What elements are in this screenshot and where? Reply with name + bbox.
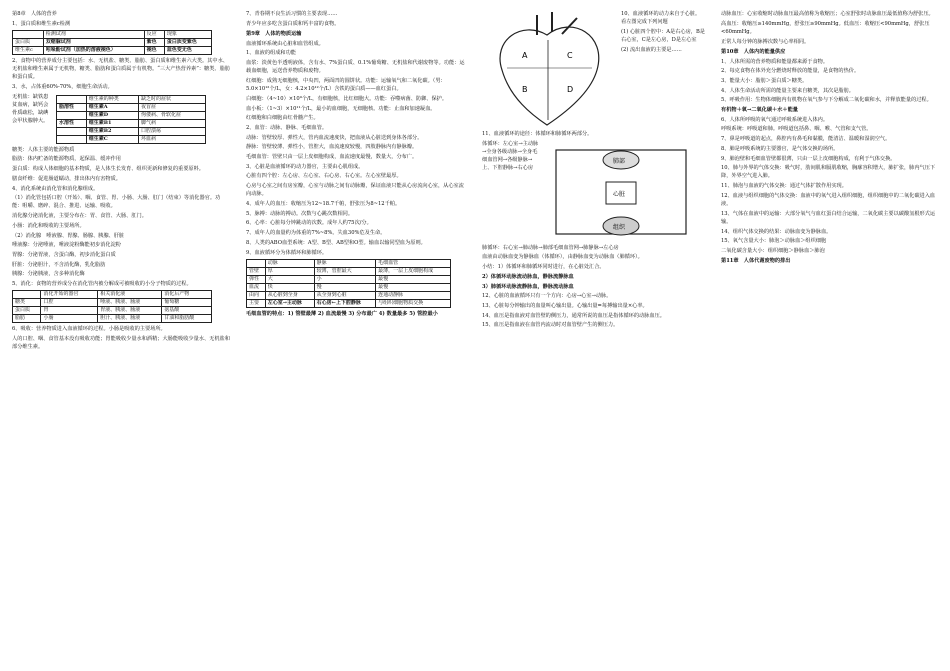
paragraph: 胃腺：分泌胃液，含蛋白酶，初步消化蛋白质 (12, 251, 116, 258)
paragraph: 6、吸收：营养物质进入血液循环的过程。小肠是吸收的主要场所。 (12, 326, 166, 333)
paragraph: 3、能量大小：脂肪＞蛋白质＞糖类。 (721, 77, 808, 84)
paragraph: 呼吸系统：呼吸道和肺。呼吸道包括鼻、咽、喉、气管和支气管。 (721, 126, 872, 133)
paragraph: 正常人每分钟的脉搏次数与心率相同。 (721, 38, 810, 45)
paragraph: 5、呼吸作用：生物体细胞内有机物在氧气参与下分解成二氧化碳和水，并释放能量的过程。 (721, 97, 932, 104)
heart-outline (500, 27, 599, 125)
paragraph: 11、血液循环的途径：体循环和肺循环两部分。 (482, 131, 593, 137)
paragraph: 12、心脏的血液循环只有一个方向：心房→心室→动脉。 (482, 293, 612, 300)
paragraph: 14、血压是指血液对血管壁的侧压力，通常所说的血压是指体循环的动脉血压。 (482, 312, 665, 319)
paragraph: 1、蛋白质和维生素c检测 (12, 20, 71, 27)
paragraph: 1、血液的组成和功能 (246, 50, 296, 57)
paragraph: 13、气体在血液中的运输：大部分氧气与血红蛋白结合运输，二氧化碳主要以碳酸氢根形式运输。 (721, 210, 936, 225)
paragraph: 脂肪：体内贮备的能源物质，起保温、缓冲作用 (12, 156, 121, 163)
paragraph: 毛细血管的特点：1) 管壁最薄 2) 血流最慢 3) 分布最广 4) 数量最多 5) 管腔最小 (246, 310, 438, 317)
paragraph: 高血压：收缩压≥140mmHg，舒张压≥90mmHg。低血压：收缩压<90mmHg，舒张压<60mmHg。 (721, 20, 930, 35)
vessel-table: 动脉 静脉 毛细血管 管壁 厚 较薄，管腔最大 最薄，一层上皮细胞构成 弹性 大 小 最慢 血流 快 慢 最慢 由向 从心脏到全身 从全身到心脏 连通动静脉 主要 左心室→主动脉 右心房←上下腔静脉 与组织细胞物质交换 (246, 259, 451, 308)
paragraph: 7、青春期不良生活习惯的主要表现…… (246, 11, 338, 17)
paragraph: 2）体循环动脉流动脉血，静脉流静脉血 (482, 273, 574, 280)
paragraph: 青少年应多吃含蛋白质和钙丰富的食物。 (246, 20, 340, 27)
paragraph: 5、消化：食物的营养成分在消化管内被分解成可被吸收的小分子物质的过程。 (12, 281, 192, 288)
circulation-diagram (546, 142, 696, 242)
paragraph: (2) 流出血液的主要是…… (621, 46, 682, 53)
paragraph: 1、人体所需的营养物质和能量都来源于食物。 (721, 58, 829, 65)
paragraph: 血浆：淡黄色半透明液体，含有水、7%蛋白质、0.1%葡萄糖、无机盐和代谢废物等。功能：运载血细胞，运送营养物质和废物。 (246, 60, 465, 75)
paragraph: 红细胞：成熟无细胞核，中央凹，两面凹的圆饼状。功能：运输氧气和二氧化碳。（男：5.0×10¹²个/L，女：4.2×10¹²个/L）含铁的蛋白质——血红蛋白。 (246, 77, 446, 93)
paragraph: 3）肺循环动脉流静脉血，静脉流动脉血 (482, 283, 574, 290)
column-4 (721, 10, 941, 267)
paragraph: 二氧化碳含量大小：组织细胞＞静脉血＞肺泡 (721, 248, 825, 255)
chapter-title: 第10章 人体内的能量供应 (721, 48, 786, 55)
paragraph: 7、成年人的血量约为体重的7%~8%。失血30%危及生命。 (246, 230, 386, 237)
paragraph: 2、血管：动脉、静脉、毛细血管。 (246, 124, 328, 131)
paragraph: 肺循环：右心室→肺动脉→肺部毛细血管网→肺静脉→左心房 (482, 244, 619, 251)
paragraph: 血小板：（1~3）×10¹¹个/L，最小的血细胞，无细胞核。功能：止血和加速凝血。 (246, 105, 436, 112)
paragraph: 体循环：左心室→主动脉→全身各级动脉→全身毛细血管网→各级静脉→上、下腔静脉→右心房 (482, 140, 539, 172)
paragraph: 4、消化系统由消化管和消化腺组成。 (12, 185, 99, 192)
paragraph: 心房与心室之间有房室瓣，心室与动脉之间有动脉瓣，保证血液只能从心房流向心室，从心室流向动脉。 (246, 183, 464, 198)
heart-svg (482, 10, 617, 130)
chapter-title: 第9章 人体的物质运输 (246, 30, 302, 37)
label-D: D (567, 85, 574, 94)
circulation-svg (546, 142, 696, 242)
paragraph: 10、肺与外界的气体交换：吸气时，肋间肌和膈肌收缩，胸廓容积增大，肺扩张，肺内气压下降，外界空气进入肺。 (721, 165, 936, 180)
paragraph: 4、成年人的血压：收缩压为12~18.7千帕，舒张压为8~12千帕。 (246, 201, 401, 208)
label-A: A (522, 51, 528, 60)
column-3 (482, 10, 706, 331)
paragraph: 7、鼻是呼吸道的起点，鼻腔内有鼻毛和黏膜，能清洁、温暖和湿润空气。 (721, 136, 891, 143)
chapter-title: 第11章 人体代谢废物的排出 (721, 258, 791, 265)
paragraph: 心脏有四个腔：左心房、左心室、右心房、右心室。左心室壁最厚。 (246, 173, 402, 180)
detect-table: 检测试剂 反应 现象 蛋白质 双缩脲试剂 紫色 蛋白质变紫色 维生素c 吲哚酚试剂（加热的溶液褪色） 褪色 蓝色变无色 (12, 30, 212, 55)
paragraph: 6、人体所呼吸的氧气通过呼吸系统进入体内。 (721, 116, 829, 123)
paragraph: 人的口腔、咽、食管基本没有吸收功能；胃能吸收少量水和酒精；大肠能吸收少量水、无机盐和部分维生素。 (12, 335, 230, 351)
paragraph: 4、人体生命活动所需的能量主要来自糖类，其次是脂肪。 (721, 87, 854, 94)
paragraph: 12、血液与组织细胞的气体交换：血液中的氧气进入组织细胞，组织细胞中的二氧化碳进入血液。 (721, 192, 936, 208)
paragraph: 动脉：管壁较厚、弹性大，管内血流速度快，把血液从心脏送到身体各部分。 (246, 134, 423, 141)
paragraph: 血液由动脉血变为静脉血（体循环），由静脉血变为动脉血（肺循环）。 (482, 254, 643, 261)
paragraph: (1) 心脏四个腔中：A是右心房，B是右心室，C是左心房，D是左心室 (621, 28, 705, 44)
paragraph: 15、血压是指血液在血管内流动时对血管壁产生的侧压力。 (482, 322, 619, 329)
paragraph: 无机盐：缺铁患贫血病，缺钙会骨质疏松，缺碘会甲状腺肿大。 (12, 93, 49, 125)
vessel-lines (537, 12, 577, 35)
paragraph: 糖类：人体主要的能源物质 (12, 146, 75, 153)
paragraph: 6、心率：心脏每分钟跳动的次数。成年人约75次/分。 (246, 220, 372, 227)
paragraph: 10、血液循环的动力来自于心脏。看左图完成下列问题 (621, 11, 701, 26)
heart-diagram (482, 10, 617, 130)
paragraph: 15、氧气含量大小：肺泡＞动脉血＞组织细胞 (721, 238, 827, 245)
digest-table: 消化开始的器官 相关消化液 消化后产物 糖类 口腔 唾液、胰液、肠液 葡萄糖 蛋白质 胃 胃液、胰液、肠液 氨基酸 脂肪 小肠 胆汁、胰液、肠液 甘油和脂肪酸 (12, 290, 212, 323)
paragraph: 白细胞：（4~10）×10⁹个/L，有细胞核，比红细胞大。功能：吞噬病菌、防御、保护。 (246, 95, 448, 102)
paragraph: 3、水，占体重60%-70%，细胞生命活动。 (12, 84, 113, 91)
column-2 (246, 10, 466, 319)
paragraph: 消化腺分泌消化液，主要分布在：胃、食管、大肠、肛门。 (12, 213, 147, 220)
paragraph: 动脉血压：心室收缩时动脉血压最高值称为收缩压；心室舒张时动脉血压最低值称为舒张压。 (721, 11, 934, 17)
paragraph: 静脉：管壁较薄、弹性小，管腔大，血流速度较慢，四肢静脉内有静脉瓣。 (246, 144, 418, 151)
label-B: B (522, 85, 528, 94)
paragraph: 14、组织气体交换的结果：动脉血变为静脉血。 (721, 228, 832, 235)
paragraph: （2）消化腺 唾液腺、胃腺、肠腺、胰腺、肝脏 (12, 232, 125, 239)
paragraph: 8、人类的ABO血型系统：A型、B型、AB型和O型。输血以输同型血为原则。 (246, 239, 426, 246)
paragraph: 胰腺：分泌胰液，含多种消化酶 (12, 271, 85, 278)
paragraph: 11、肺泡与血液的气体交换：通过气体扩散作用实现。 (721, 183, 847, 190)
tissue-label: 组织 (613, 223, 626, 231)
paragraph: 血液循环系统由心脏和血管组成。 (246, 40, 324, 47)
paragraph: 9、血液循环分为体循环和肺循环。 (246, 249, 328, 256)
paragraph: 唾液腺：分泌唾液，唾液淀粉酶能初步消化淀粉 (12, 242, 121, 249)
vitamin-table: 维生素的种类 缺乏时的症状 脂溶性 维生素A 夜盲症 维生素D 佝偻病、骨软化症 水溶性 维生素B1 脚气病 维生素B2 口腔溃疡 维生素C 坏血病 (56, 95, 206, 144)
paragraph: 2、每克食物在体外充分燃烧时释放的能量，是食物的热价。 (721, 68, 860, 75)
chapter-title: 第8章 人体的营养 (12, 11, 57, 17)
paragraph: 13、心脏每分钟输出的血量叫心输出量。心输出量=每搏输出量×心率。 (482, 302, 648, 309)
paragraph: 小结：1）体循环和肺循环同时进行，在心脏处汇合。 (482, 264, 605, 271)
paragraph: （1）消化管包括口腔（开始）、咽、食管、胃、小肠、大肠、肛门（结束）等消化器官。功能：咀嚼、磨碎、混合、推进、运输、吸收。 (12, 195, 221, 210)
paragraph: 9、肺泡壁和毛细血管壁都很薄，只由一层上皮细胞构成，有利于气体交换。 (721, 155, 896, 162)
column-1 (12, 10, 230, 353)
paragraph: 3、心脏是血液循环的动力器官，主要由心肌组成。 (246, 163, 364, 170)
heart-label: 心脏 (613, 190, 626, 198)
paragraph: 膳食纤维：促进肠道蠕动，排出体内有害物质。 (12, 175, 121, 182)
label-C: C (567, 51, 573, 60)
paragraph: 有机物＋氧→二氧化碳＋水＋能量 (721, 107, 798, 114)
paragraph: 小肠：消化和吸收的主要场所。 (12, 222, 85, 229)
paragraph: 8、肺是呼吸系统的主要器官，是气体交换的场所。 (721, 145, 839, 152)
paragraph: 红细胞和白细胞由红骨髓产生。 (246, 115, 319, 122)
paragraph: 5、脉搏：动脉的搏动。次数与心跳次数相同。 (246, 210, 354, 217)
paragraph: 2、食物中的营养成分主要包括：水、无机盐、糖类、脂肪、蛋白质和维生素六大类。其中水、无机盐和维生素属于无机物，糖类、脂肪和蛋白质属于有机物。“三大产热营养素”：糖类、脂肪和蛋白质。 (12, 57, 230, 81)
paragraph: 肝脏：分泌胆汁，不含消化酶，乳化脂肪 (12, 261, 106, 268)
lung-label: 肺部 (613, 157, 626, 165)
paragraph: 毛细血管：管壁只由一层上皮细胞构成，血流速度最慢，数量大，分布广。 (246, 154, 418, 161)
paragraph: 蛋白质：构成人体细胞的基本物质，是人体生长发育、组织更新和修复的重要原料。 (12, 166, 204, 173)
